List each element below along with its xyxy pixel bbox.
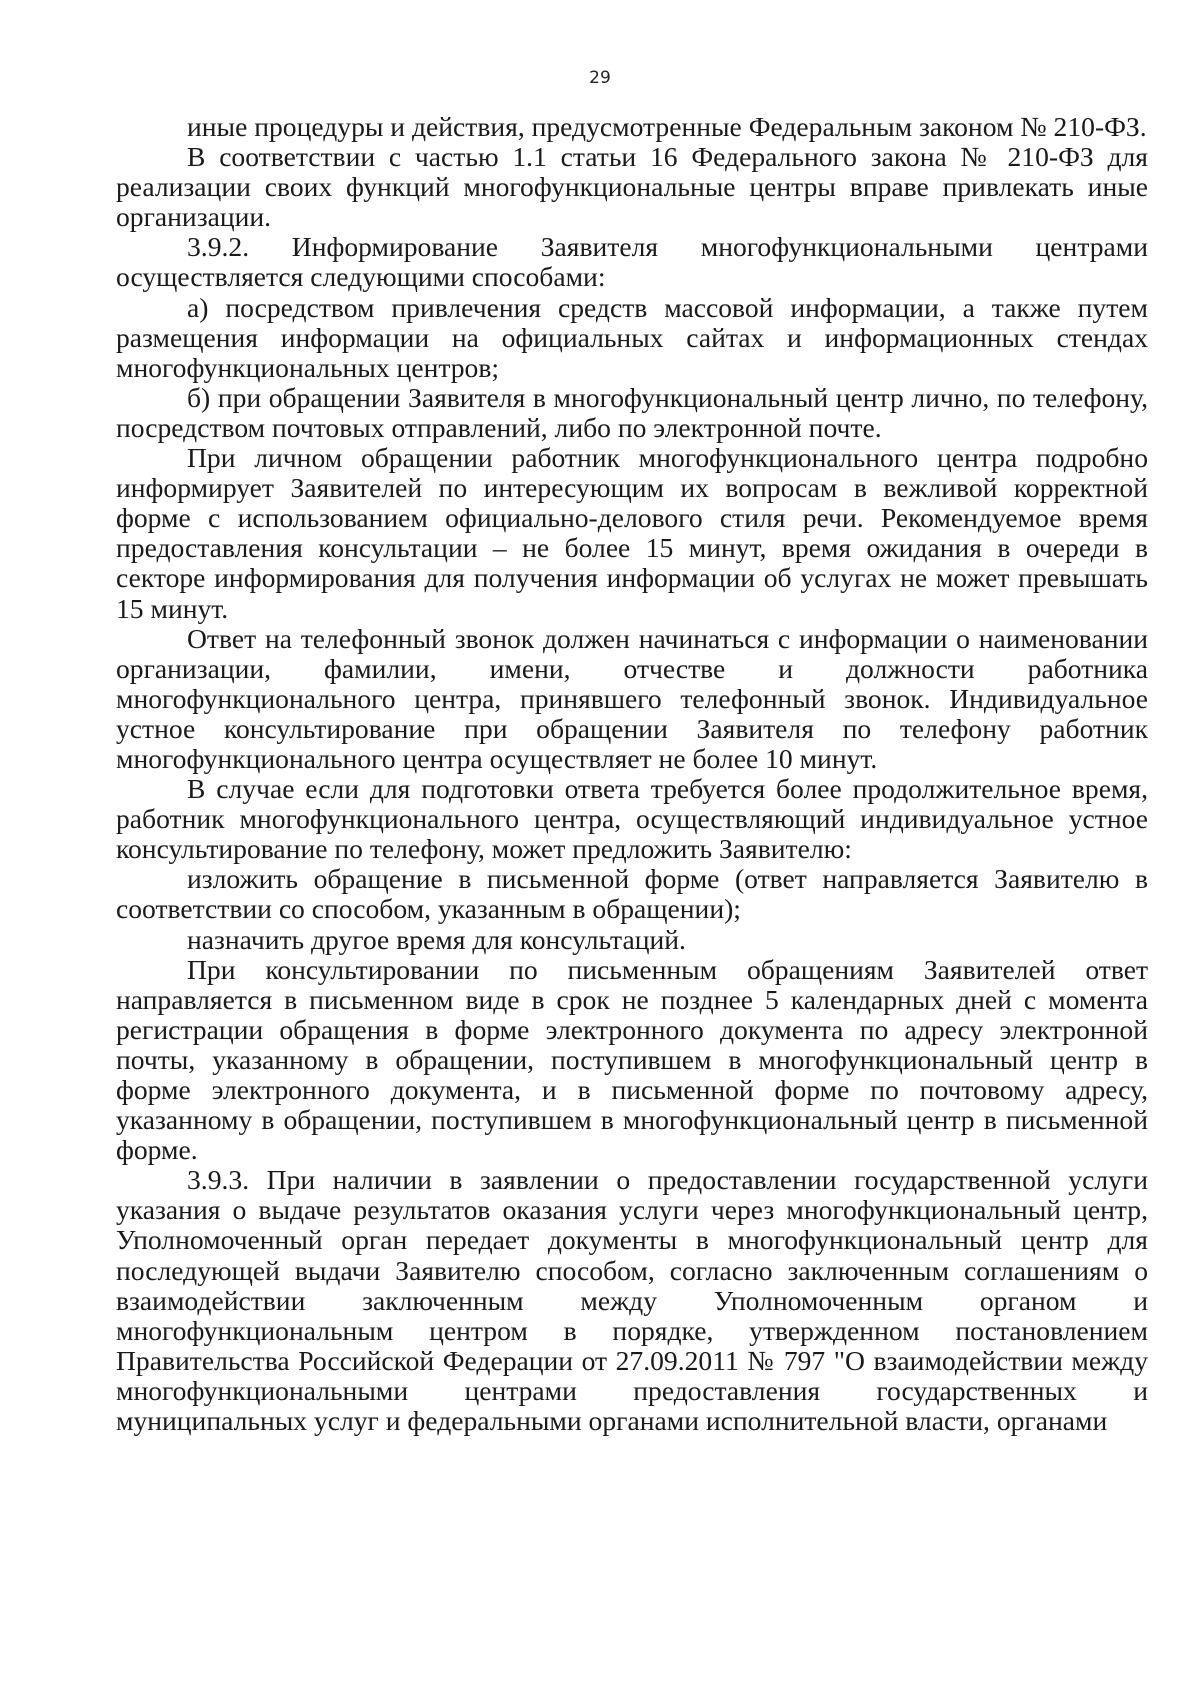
paragraph: При консультировании по письменным обращениям Заявителей ответ направляется в письменном виде в срок не позднее 5 календарных дней с момента регистрации обращения в форме электронного документа по адресу электронной почты, указанному в обращении, поступившем в многофункциональный центр в форме электронного документа, и в письменной форме по почтовому адресу, указанному в обращении, поступившем в многофункциональный центр в письменной форме. (116, 953, 1148, 1166)
paragraph: При личном обращении работник многофункционального центра подробно информирует Заявителей по интересующим их вопросам в вежливой корректной форме с использованием официально-делового стиля речи. Рекомендуемое время предоставления консультации – не более 15 минут, время ожидания в очереди в секторе информирования для получения информации об услугах не может превышать 15 минут. (116, 442, 1148, 624)
paragraph: 3.9.2. Информирование Заявителя многофункциональными центрами осуществляется следующими способами: (116, 231, 1148, 293)
paragraph: 3.9.3. При наличии в заявлении о предоставлении государственной услуги указания о выдаче результатов оказания услуги через многофункциональный центр, Уполномоченный орган передает документы в многофункциональный центр для последующей выдачи Заявителю способом, согласно заключенным соглашениям о взаимодействии заключенным между Уполномоченным органом и многофункциональным центром в порядке, утвержденном постановлением Правительства Российской Федерации от 27.09.2011 № 797 "О взаимодействии между многофункциональными центрами предоставления государственных и муниципальных услуг и федеральными органами исполнительной власти, органами (116, 1164, 1148, 1437)
paragraph: В соответствии с частью 1.1 статьи 16 Федерального закона № 210-ФЗ для реализации своих функций многофункциональные центры вправе привлекать иные организации. (116, 141, 1148, 233)
paragraph: В случае если для подготовки ответа требуется более продолжительное время, работник многофункционального центра, осуществляющий индивидуальное устное консультирование по телефону, может предложить Заявителю: (116, 773, 1148, 865)
paragraph: назначить другое время для консультаций. (187, 923, 686, 955)
paragraph: б) при обращении Заявителя в многофункциональный центр лично, по телефону, посредством почтовых отправлений, либо по электронной почте. (116, 381, 1148, 443)
page-number: 29 (589, 68, 611, 88)
paragraph: иные процедуры и действия, предусмотренные Федеральным законом № 210-ФЗ. (187, 111, 1147, 142)
paragraph: изложить обращение в письменной форме (ответ направляется Заявителю в соответствии со способом, указанным в обращении); (116, 863, 1148, 925)
paragraph: Ответ на телефонный звонок должен начинаться с информации о наименовании организации, фамилии, имени, отчестве и должности работника многофункционального центра, принявшего телефонный звонок. Индивидуальное устное консультирование при обращении Заявителя по телефону работник многофункционального центра осуществляет не более 10 минут. (116, 622, 1148, 774)
document-body (116, 112, 1148, 1436)
paragraph: а) посредством привлечения средств массовой информации, а также путем размещения информации на официальных сайтах и информационных стендах многофункциональных центров; (116, 291, 1148, 383)
